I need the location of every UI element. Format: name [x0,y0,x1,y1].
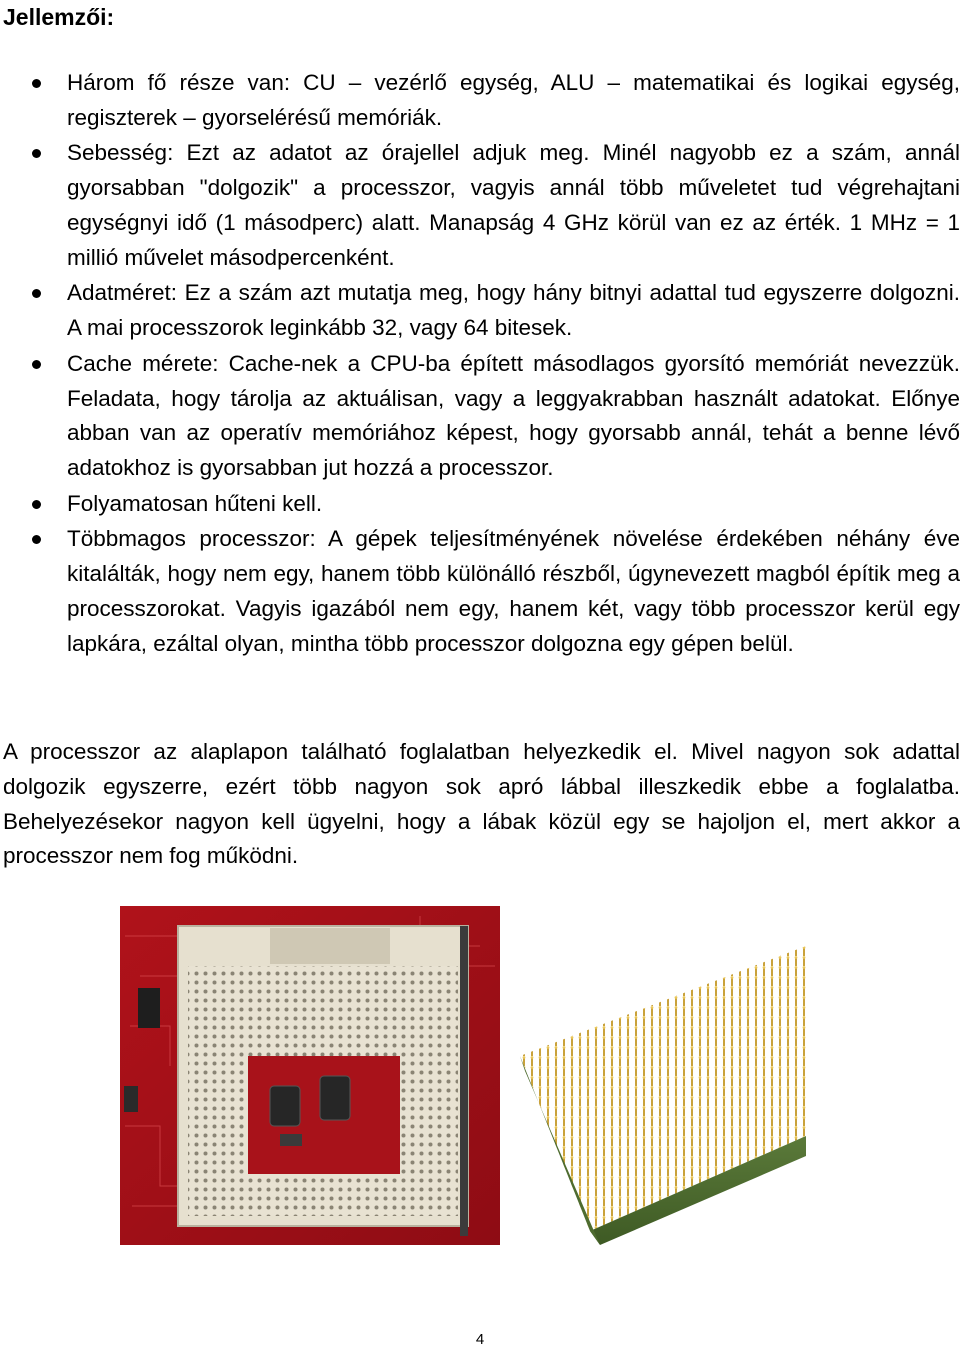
section-heading: Jellemzői: [3,4,115,30]
list-item-text: Három fő része van: CU – vezérlő egység, ALU – matematikai és logikai egység, regiszterek – gyorselérésű memóriák. [67,70,960,130]
page-number: 4 [475,1331,485,1348]
list-item-text: Cache mérete: Cache-nek a CPU-ba épített másodlagos gyorsító memóriát nevezzük. Feladata, hogy tárolja az aktuálisan, vagy a leggyakrabban használt adatokat. Előnye abban van az operatív memóriához képest, hogy gyorsabb annál, tehát a benne lévő adatokhoz is gyorsabban jut hozzá a processzor. [67,350,960,481]
list-item [30,66,960,136]
bullet-icon [32,79,41,88]
socket-pin-field-bottom [248,1174,400,1216]
socket-lever [460,926,468,1236]
list-item-text: Sebesség: Ezt az adatot az órajellel adjuk meg. Minél nagyobb ez a szám, annál gyorsabban "dolgozik" a processzor, vagyis annál több műveletet tud végrehajtani egységnyi idő (1 másodperc) alatt. Manapság 4 GHz körül van ez az érték. 1 MHz = 1 millió művelet másodpercenként. [67,140,960,270]
list-item-text: Folyamatosan hűteni kell. [67,490,323,516]
chip [124,1086,138,1112]
feature-list [30,66,960,662]
cpu-socket-photo [120,906,806,1245]
bullet-icon [32,149,41,158]
bullet-icon [32,289,41,298]
list-item [30,522,960,661]
list-item-text: Adatméret: Ez a szám azt mutatja meg, hogy hány bitnyi adattal tud egyszerre dolgozni. A mai processzorok leginkább 32, vagy 64 bitesek. [67,280,960,341]
socket-lever-housing [270,928,390,964]
chip [138,988,160,1028]
bullet-icon [32,360,41,369]
socket-pin-field-left [188,1056,248,1216]
list-item [30,487,960,522]
socket-pin-field-right [400,1056,458,1216]
bullet-icon [32,500,41,509]
capacitor [320,1076,350,1120]
bullet-icon [32,535,41,544]
list-item [30,276,960,346]
capacitor [280,1134,302,1146]
capacitor [270,1086,300,1126]
list-item-text: Többmagos processzor: A gépek teljesítményének növelése érdekében néhány éve kitalálták, hogy nem egy, hanem több különálló részből, úgynevezett magból építik meg a processzorokat. Vagyis igazából nem egy, hanem két, vagy több processzor kerül egy lapkára, ezáltal olyan, mintha több processzor dolgozna egy gépen belül. [67,526,960,656]
socket-pin-field-top [188,966,458,1056]
body-paragraph: A processzor az alaplapon található foglalatban helyezkedik el. Mivel nagyon sok adattal dolgozik egyszerre, ezért több nagyon sok apró lábbal illeszkedik ebbe a foglalatba. Behelyezésekor nagyon kell ügyelni, hogy a lábak közül egy se hajoljon el, mert akkor a processzor nem fog működni. [3,739,960,869]
list-item [30,347,960,486]
list-item [30,136,960,275]
